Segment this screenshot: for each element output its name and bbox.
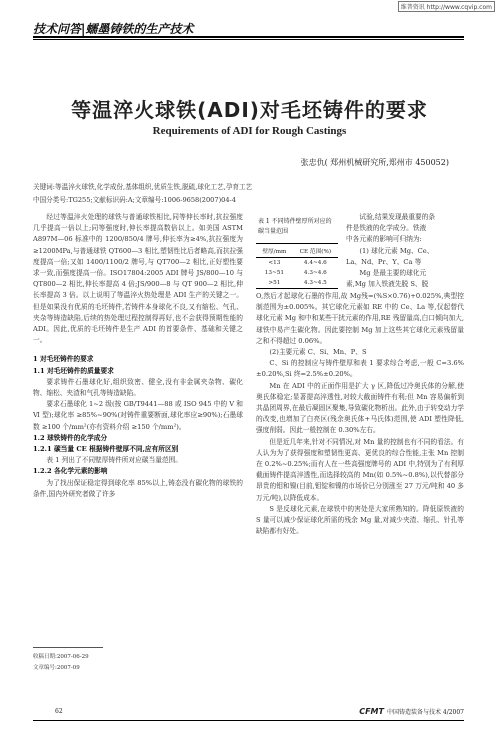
table-row xyxy=(256,258,338,269)
paragraph: S 是反球化元素,在球铁中的害处是大家所熟知的。降低原铁液的 S 量可以减少保证球化所需的残余 Mg 量,对减少夹渣、缩孔、针孔等缺陷都有好处。 xyxy=(256,504,464,536)
header-rule xyxy=(33,36,464,38)
left-column xyxy=(33,212,243,500)
section-heading: 1.2.1 碳当量 CE 根据铸件壁厚不同,应有所区别 xyxy=(33,445,179,454)
text-line: 件是铁液的化学成分。铁液 xyxy=(346,224,427,233)
paragraph: 表 1 列出了不同壁厚铸件所对应碳当量范围。 xyxy=(46,456,182,465)
section-heading: 1.2 球铁铸件的化学成分 xyxy=(33,433,108,442)
table-row xyxy=(256,268,338,278)
text-line: La、Nd、Pr、Y、Ca 等 xyxy=(346,257,422,266)
paragraph: Mn 在 ADI 中的正面作用是扩大 γ 区,降低过冷奥氏体的分解,使奥氏体稳定;显著提高淬透性,对较大截面铸件有利;但 Mn 容易偏析到共晶团周界,在最后凝固区聚集,导致碳化物析出。此外,由于转变动力学的改变,也增加了白亮区(残余奥氏体+马氏体)范围,使 ADI 塑性降低,强度削弱。因此一般控制在 0.30%左右。 xyxy=(256,381,464,435)
paragraph: 要求石墨球化 1~2 级(按 GB/T9441—88 或 ISO 945 中的 V 和 Ⅵ 型);球化率 ≥85%~90%(对铸件重要断面,球化率应≥90%);石墨球数 ≥100 个/mm²(亦有资料介绍 ≥150 个/mm²)。 xyxy=(33,400,243,431)
text-line: 素,Mg 加入铁液先脱 S、脱 xyxy=(346,280,429,289)
text-line: 中各元素的影响可归纳为: xyxy=(346,235,422,244)
carbon-equivalent-table xyxy=(256,243,338,289)
footnote-received: 收稿日期:2007-06-29 xyxy=(33,654,89,660)
table-cell: <13 xyxy=(268,260,281,266)
table-cell: 4.3~4.5 xyxy=(293,278,338,289)
section-header: 技术问答|蠕墨铸铁的生产技术 xyxy=(33,22,194,36)
table-cell: 4.4~4.6 xyxy=(303,260,327,266)
footnote-edited: 文章编号:2007-09 xyxy=(33,665,80,671)
table-header-cell: 壁厚/mm xyxy=(256,244,293,258)
article-title-english: Requirements of ADI for Rough Castings xyxy=(152,125,347,137)
section-heading: 1 对毛坯铸件的要求 xyxy=(33,355,94,364)
watermark: 维普资讯 http://www.cqvip.com xyxy=(398,1,495,12)
table-cell: 4.3~4.6 xyxy=(303,270,327,276)
paragraph: 经过等温淬火处理的球铁与普通球铁相比,同等伸长率时,抗拉强度几乎提高一倍以上;同等强度时,伸长率提高数倍以上。如美国 ASTM A897M—06 标准中的 1200/850/4 牌号,伸长率为≥4%,抗拉强度为≥1200MPa,与普通球铁 QT600—3 相比,塑韧性比后者略高,而抗拉强度提高一倍;又如 1400/1100/2 牌号,与 QT700—2 相比,正好塑性要求一致,而强度提高一倍。ISO17804:2005 ADI 牌号 JS/800—10 与 QT800—2 相比,伸长率提高 4 倍;JS/900—8 与 QT 900—2 相比,伸长率提高 3 倍。以上说明了等温淬火热处理是 ADI 生产的关键之一。但是如果没有优质的毛坯铸件,若铸件本身球化不良,又有缩松、气孔、夹杂等铸造缺陷,后续的热处理过程控制得再好,也不会获得预期性能的 ADI。因此,优质的毛坯铸件是生产 ADI 的首要条件、基础和关键之一。 xyxy=(33,213,243,345)
keywords: 关键词:等温淬火球铁,化学成份,基体组织,优质生铁,脱硫,球化工艺,孕育工艺 xyxy=(33,183,253,191)
section-heading: 1.1 对毛坯铸件的质量要求 xyxy=(33,366,114,375)
paragraph: C、Si 的控制应与铸件壁厚和表 1 要求综合考虑,一般 C=3.6%±0.20%,Si 终=2.5%±0.20%。 xyxy=(256,359,464,379)
table-header-row xyxy=(256,244,338,258)
footer-rule xyxy=(33,720,464,721)
header-rule-thin xyxy=(33,39,464,40)
journal-logo: CFMT xyxy=(359,707,384,716)
paragraph: 但是近几年来,针对不同情况,对 Mn 量的控制也有不同的看法。有人认为为了获得强度和塑韧性更高、更优良的综合性能,主张 Mn 控制在 0.2%~0.25%;而有人在一些高强度牌号的 ADI 中,特别为了有利厚截面铸件提高淬透性,而选择较高的 Mn(如 0.5%~0.8%),以代替部分昂贵的钼和镍(目前,钼锭和镍的市场价已分别涨至 27 万元/吨和 40 多万元/吨),以降低成本。 xyxy=(256,437,464,502)
journal-footer xyxy=(359,707,464,716)
table-row xyxy=(256,278,338,289)
table-cell: 13~51 xyxy=(264,270,284,276)
page-number: 62 xyxy=(55,708,63,715)
paragraph: 为了找出保证稳定得到球化率 85%以上,铸态没有碳化物的球铁的条件,国内外研究者做了许多 xyxy=(33,478,243,498)
paragraph: (2)主要元素 C、Si、Mn、P、S xyxy=(269,348,367,357)
table-header-cell: CE 范围(%) xyxy=(293,244,338,258)
classification-line: 中国分类号:TG255;文献标识码:A;文章编号:1006-9658(2007)04-4 xyxy=(33,196,236,204)
paragraph: O,然后才起球化石墨的作用,故 Mg残=(%S×0.76)+0.025%,典型控制范围为±0.005%。其它球化元素如 RE 中的 Ce、La 等,仅起替代球化元素 Mg 和中和某些干扰元素的作用,RE 残留量高,白口倾向加大,球铁中易产生碳化物。因此要控制 Mg 加上这些其它球化元素残留量之和不得超过 0.06%。 xyxy=(256,292,464,345)
journal-name: 中国铸造装备与技术 4/2007 xyxy=(386,709,464,716)
table-cell: >51 xyxy=(256,278,293,289)
paragraph: 要求铸件石墨球化好,组织致密、健全,没有非金属夹杂物、碳化物、缩松、夹渣和气孔等铸造缺陷。 xyxy=(33,377,243,398)
author-affiliation: 张忠仇( 郑州机械研究所,郑州市 450052) xyxy=(300,158,449,167)
right-column-top xyxy=(346,212,464,290)
article-title: 等温淬火球铁(ADI)对毛坯铸件的要求 xyxy=(71,98,428,122)
spacer xyxy=(33,346,243,354)
section-heading: 1.2.2 各化学元素的影响 xyxy=(33,467,108,476)
footnote-rule xyxy=(33,647,103,648)
right-column xyxy=(256,291,464,537)
table-caption: 表 1 不同铸件壁厚所对应的碳当量范围 xyxy=(258,218,332,235)
text-line: Mg 是最主要的球化元 xyxy=(359,269,427,278)
text-line: 试验,结果发现最重要的条 xyxy=(359,213,436,221)
text-line: (1) 球化元素 Mg、Ce、 xyxy=(359,246,434,255)
